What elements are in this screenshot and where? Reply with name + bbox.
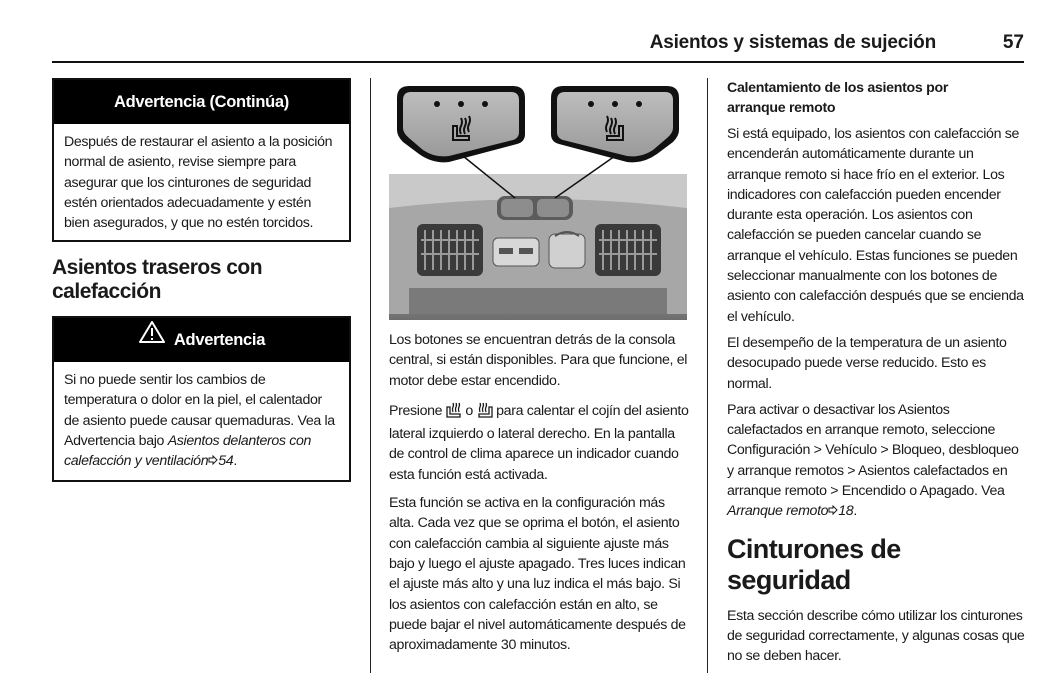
warning-box bbox=[52, 316, 351, 482]
page-header bbox=[52, 0, 1024, 64]
heated-seat-left-icon bbox=[446, 402, 462, 424]
header-rule bbox=[52, 61, 1024, 63]
column-right bbox=[727, 78, 1027, 667]
section-heading-seat-belts: Cinturones de seguridad bbox=[727, 533, 901, 595]
paragraph-remote-start: Si está equipado, los asientos con calefacción se encenderán automáticamente durante un arranque remoto si hace frío en el exterior. Los indicadores con calefacción pueden encender durante esta operación. Los asientos con calefacción se pueden cancelar cuando se arranque el vehículo. Estas funciones se pueden seleccionar manualmente con los botones de asiento con calefacción después que se encienda el vehículo. bbox=[727, 126, 1024, 325]
cross-reference-link[interactable]: Arranque remoto bbox=[727, 503, 829, 520]
warning-box-title: Advertencia (Continúa) bbox=[54, 80, 349, 124]
section-heading: Asientos traseros con calefacción bbox=[52, 256, 263, 303]
paragraph-text: para calentar el cojín del asiento lateral izquierdo o lateral derecho. En la pantalla de control de clima aparece un indicador cuando esta función está activada. bbox=[389, 402, 689, 483]
warning-body-text bbox=[64, 370, 339, 471]
warning-triangle-icon bbox=[138, 317, 166, 361]
warning-box-header bbox=[54, 318, 349, 362]
column-divider bbox=[707, 78, 708, 673]
paragraph-seat-belts-intro: Esta sección describe cómo utilizar los cinturones de seguridad correctamente, y algunas cosas que no se deben hacer. bbox=[727, 607, 1025, 665]
heated-seat-right-icon bbox=[477, 402, 493, 424]
paragraph-press-buttons bbox=[389, 401, 689, 485]
column-left bbox=[52, 78, 351, 482]
paragraph-function-settings: Esta función se activa en la configuración más alta. Cada vez que se oprima el botón, el asiento con calefacción cambia al siguiente ajuste más bajo y luego el ajuste apagado. Tres luces indican el ajuste más alto y una luz indica el más bajo. Si los asientos con calefacción están en alto, se puede bajar el nivel automáticamente después de aproximadamente 30 minutos. bbox=[389, 495, 686, 654]
cross-reference-link[interactable]: Asientos delanteros con calefacción y ventilación bbox=[64, 432, 312, 470]
paragraph-text: . bbox=[853, 503, 857, 520]
page-reference-arrow-icon bbox=[828, 503, 838, 519]
chapter-title: Asientos y sistemas de sujeción bbox=[649, 32, 936, 53]
warning-text-end: . bbox=[233, 453, 237, 470]
page-number: 57 bbox=[1002, 32, 1024, 53]
heated-seat-button-right-callout bbox=[551, 86, 679, 162]
paragraph-text: Para activar o desactivar los Asientos calefactados en arranque remoto, seleccione Configuración > Vehículo > Bloqueo, desbloqueo y arranque remotos > Asientos calefactados en arranque remoto > Encendido o Apagado. Vea bbox=[727, 401, 1019, 500]
paragraph-activate-settings bbox=[727, 400, 1027, 522]
page-reference[interactable]: 18 bbox=[838, 503, 854, 520]
page-reference-arrow-icon bbox=[208, 453, 218, 469]
warning-box-title: Advertencia bbox=[173, 331, 266, 349]
column-middle bbox=[389, 78, 689, 655]
page-reference[interactable]: 54 bbox=[218, 453, 234, 470]
warning-box-continued bbox=[52, 78, 351, 242]
rear-console-illustration bbox=[389, 78, 687, 320]
paragraph-text: Presione bbox=[389, 402, 446, 419]
warning-box-body bbox=[54, 124, 349, 242]
warning-text-start: Si no puede sentir los cambios de temperatura o dolor en la piel, el calentador de asiento puede causar quemaduras. Vea la Advertencia bajo bbox=[64, 372, 335, 449]
heated-seat-button-left-callout bbox=[397, 86, 525, 162]
paragraph-text: o bbox=[461, 402, 477, 419]
subheading-remote-start-heating: Calentamiento de los asientos por arranque remoto bbox=[727, 80, 949, 116]
illustration-caption: Los botones se encuentran detrás de la consola central, si están disponibles. Para que funcione, el motor debe estar encendido. bbox=[389, 332, 688, 389]
column-divider bbox=[370, 78, 371, 673]
paragraph-unoccupied-seat: El desempeño de la temperatura de un asiento desocupado puede verse reducido. Esto es normal. bbox=[727, 334, 1007, 392]
warning-body-text: Después de restaurar el asiento a la posición normal de asiento, revise siempre para asegurar que los cinturones de seguridad estén orientados adecuadamente y estén bien asegurados, y que no estén torcidos. bbox=[64, 134, 333, 232]
warning-box-body bbox=[54, 362, 349, 480]
